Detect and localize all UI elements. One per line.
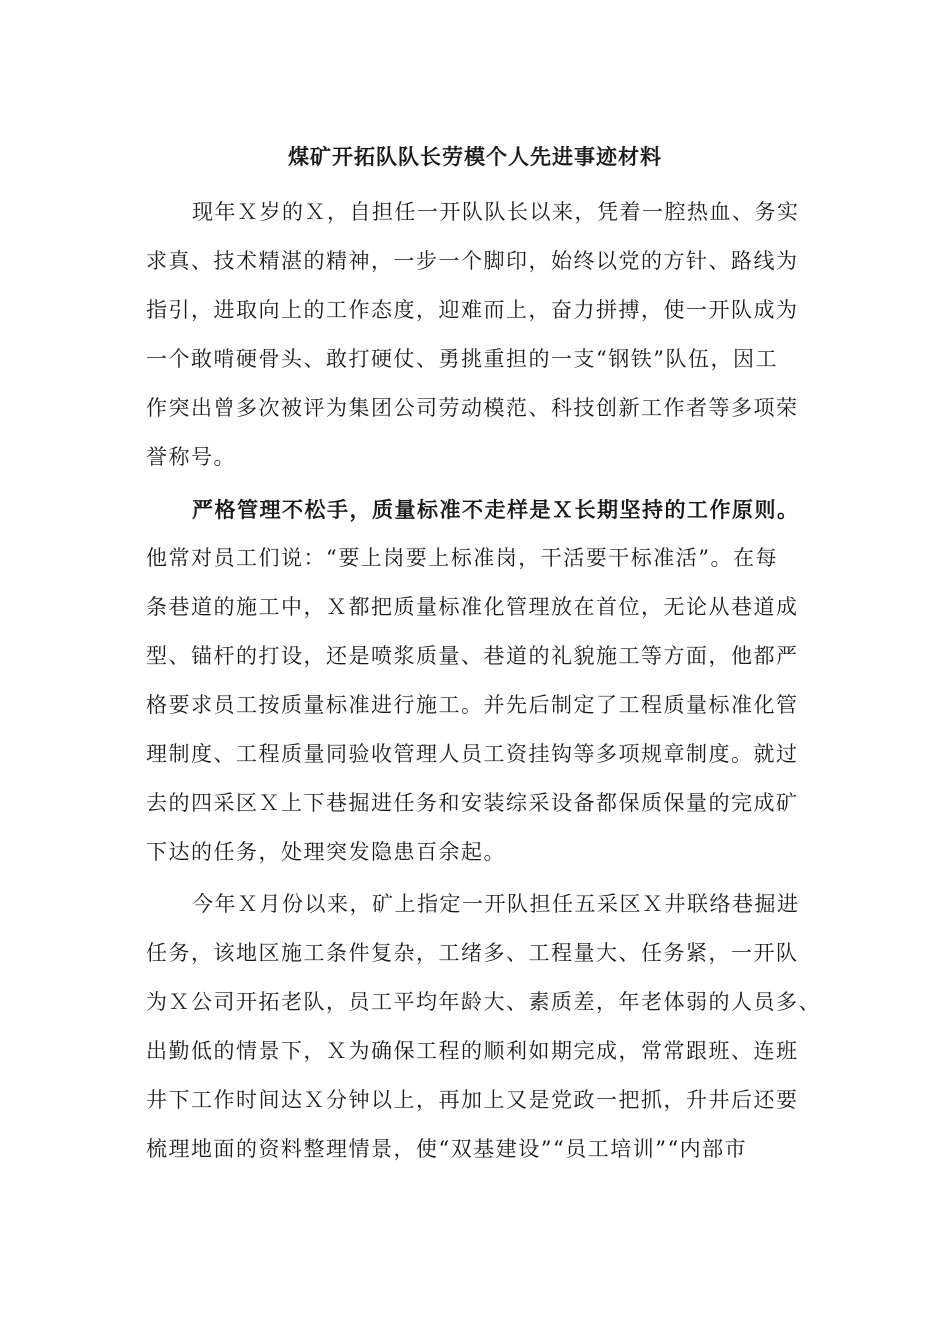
- text-line: 现年Ｘ岁的Ｘ，自担任一开队队长以来，凭着一腔热血、务实: [192, 200, 800, 224]
- paragraph-2: [146, 485, 826, 877]
- text-line: 梳理地面的资料整理情景，使“双基建设”“员工培训”“内部市: [146, 1137, 748, 1161]
- text-line: 格要求员工按质量标准进行施工。并先后制定了工程质量标准化管: [146, 693, 799, 717]
- text-line: 今年Ｘ月份以来，矿上指定一开队担任五采区Ｘ井联络巷掘进: [192, 892, 800, 916]
- text-line: 誉称号。: [146, 445, 236, 469]
- paragraph-3: [146, 880, 826, 1174]
- document-body: [146, 188, 826, 1177]
- paragraph-1: [146, 188, 826, 482]
- text-line: 井下工作时间达Ｘ分钟以上，再加上又是党政一把抓，升井后还要: [146, 1088, 799, 1112]
- text-line: 下达的任务，处理突发隐患百余起。: [146, 840, 506, 864]
- text-line: 去的四采区Ｘ上下巷掘进任务和安装综采设备都保质保量的完成矿: [146, 791, 799, 815]
- text-line: 作突出曾多次被评为集团公司劳动模范、科技创新工作者等多项荣: [146, 396, 799, 420]
- text-line: 为Ｘ公司开拓老队，员工平均年龄大、素质差，年老体弱的人员多、: [146, 990, 821, 1014]
- text-line: 求真、技术精湛的精神，一步一个脚印，始终以党的方针、路线为: [146, 249, 799, 273]
- text-line: 条巷道的施工中，Ｘ都把质量标准化管理放在首位，无论从巷道成: [146, 595, 799, 619]
- text-line: 型、锚杆的打设，还是喷浆质量、巷道的礼貌施工等方面，他都严: [146, 644, 799, 668]
- text-line: 理制度、工程质量同验收管理人员工资挂钩等多项规章制度。就过: [146, 742, 799, 766]
- text-line: 他常对员工们说：“要上岗要上标准岗，干活要干标准活”。在每: [146, 546, 778, 570]
- text-line-bold: 严格管理不松手，质量标准不走样是Ｘ长期坚持的工作原则。: [192, 497, 800, 522]
- text-line: 一个敢啃硬骨头、敢打硬仗、勇挑重担的一支“钢铁”队伍，因工: [146, 347, 778, 371]
- document-title: 煤矿开拓队队长劳模个人先进事迹材料: [288, 144, 662, 169]
- text-line: 出勤低的情景下，Ｘ为确保工程的顺利如期完成，常常跟班、连班: [146, 1039, 799, 1063]
- text-line: 任务，该地区施工条件复杂，工绪多、工程量大、任务紧，一开队: [146, 941, 799, 965]
- text-line: 指引，进取向上的工作态度，迎难而上，奋力拼搏，使一开队成为: [146, 298, 799, 322]
